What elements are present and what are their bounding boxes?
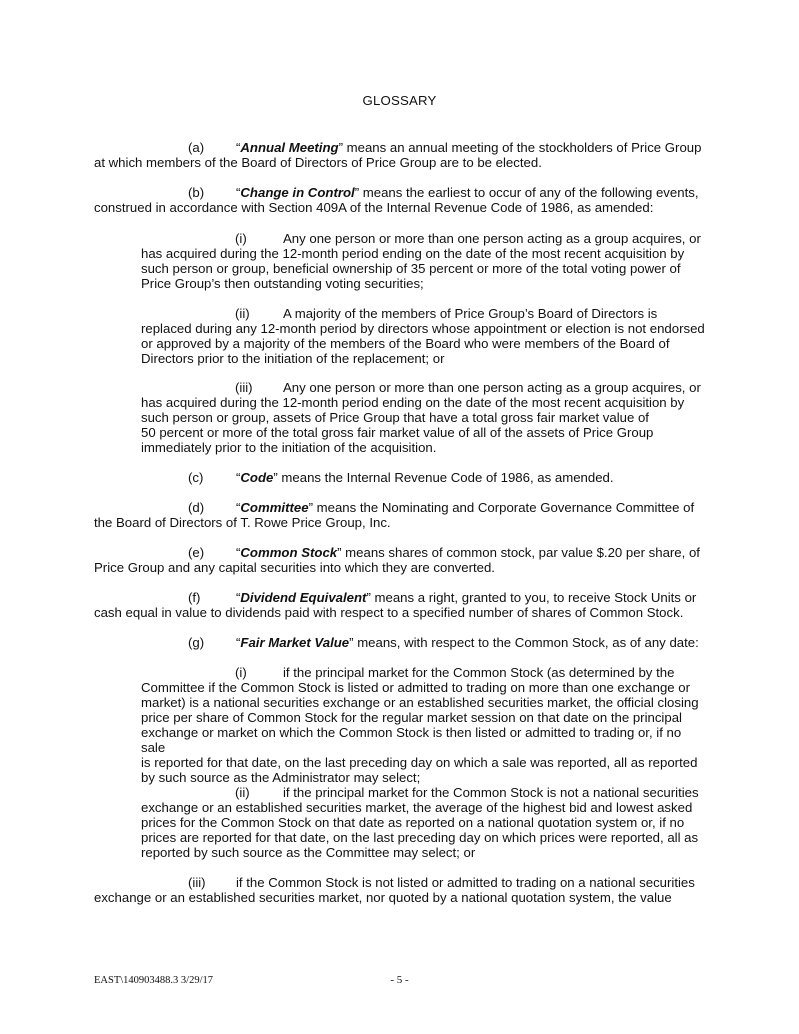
definition-common-stock: (e) “Common Stock” means shares of common stock, par value $.20 per share, of Price Group and any capital securities into which they are converted. xyxy=(94,545,700,575)
fair-market-value-clause-i: (i) if the principal market for the Common Stock (as determined by the Committee if the Common Stock is listed or admitted to trading on more than one exchange or market) is a national securities exchange or an established securities market, the official closing price per share of Common Stock for the regular market session on that date on the principal exchange or market on which the Common Stock is then listed or admitted to trading or, if no sale is reported for that date, on the last preceding day on which a sale was reported, all as reported by such source as the Administrator may select; xyxy=(141,665,699,785)
definition-committee: (d) “Committee” means the Nominating and Corporate Governance Committee of the Board of Directors of T. Rowe Price Group, Inc. xyxy=(94,500,695,530)
definition-annual-meeting: (a) “Annual Meeting” means an annual meeting of the stockholders of Price Group at which members of the Board of Directors of Price Group are to be elected. xyxy=(94,140,702,170)
footer-page-number: - 5 - xyxy=(390,974,409,986)
definition-code: (c) “Code” means the Internal Revenue Code of 1986, as amended. xyxy=(188,470,614,485)
footer-document-id: EAST\140903488.3 3/29/17 xyxy=(94,975,214,986)
change-in-control-clause-ii: (ii) A majority of the members of Price Group’s Board of Directors is replaced during any 12-month period by directors whose appointment or election is not endorsed or approved by a majority of the members of the Board who were members of the Board of Directors prior to the initiation of the replacement; or xyxy=(141,306,705,366)
page-title: GLOSSARY xyxy=(362,93,437,108)
fair-market-value-clause-iii: (iii) if the Common Stock is not listed or admitted to trading on a national securities exchange or an established securities market, nor quoted by a national quotation system, the value xyxy=(94,875,695,905)
change-in-control-clause-iii: (iii) Any one person or more than one person acting as a group acquires, or has acquired during the 12-month period ending on the date of the most recent acquisition by such person or group, assets of Price Group that have a total gross fair market value of 50 percent or more of the total gross fair market value of all of the assets of Price Group immediately prior to the initiation of the acquisition. xyxy=(141,380,701,455)
definition-fair-market-value: (g) “Fair Market Value” means, with respect to the Common Stock, as of any date: xyxy=(188,635,699,650)
definition-dividend-equivalent: (f) “Dividend Equivalent” means a right, granted to you, to receive Stock Units or cash equal in value to dividends paid with respect to a specified number of shares of Common Stock. xyxy=(94,590,697,620)
change-in-control-clause-i: (i) Any one person or more than one person acting as a group acquires, or has acquired during the 12-month period ending on the date of the most recent acquisition by such person or group, beneficial ownership of 35 percent or more of the total voting power of Price Group’s then outstanding voting securities; xyxy=(141,231,701,291)
definition-change-in-control: (b) “Change in Control” means the earliest to occur of any of the following events, construed in accordance with Section 409A of the Internal Revenue Code of 1986, as amended: xyxy=(94,185,699,215)
fair-market-value-clause-ii: (ii) if the principal market for the Common Stock is not a national securities exchange or an established securities market, the average of the highest bid and lowest asked prices for the Common Stock on that date as reported on a national quotation system or, if no prices are reported for that date, on the last preceding day on which prices were reported, all as reported by such source as the Committee may select; or xyxy=(141,785,699,860)
